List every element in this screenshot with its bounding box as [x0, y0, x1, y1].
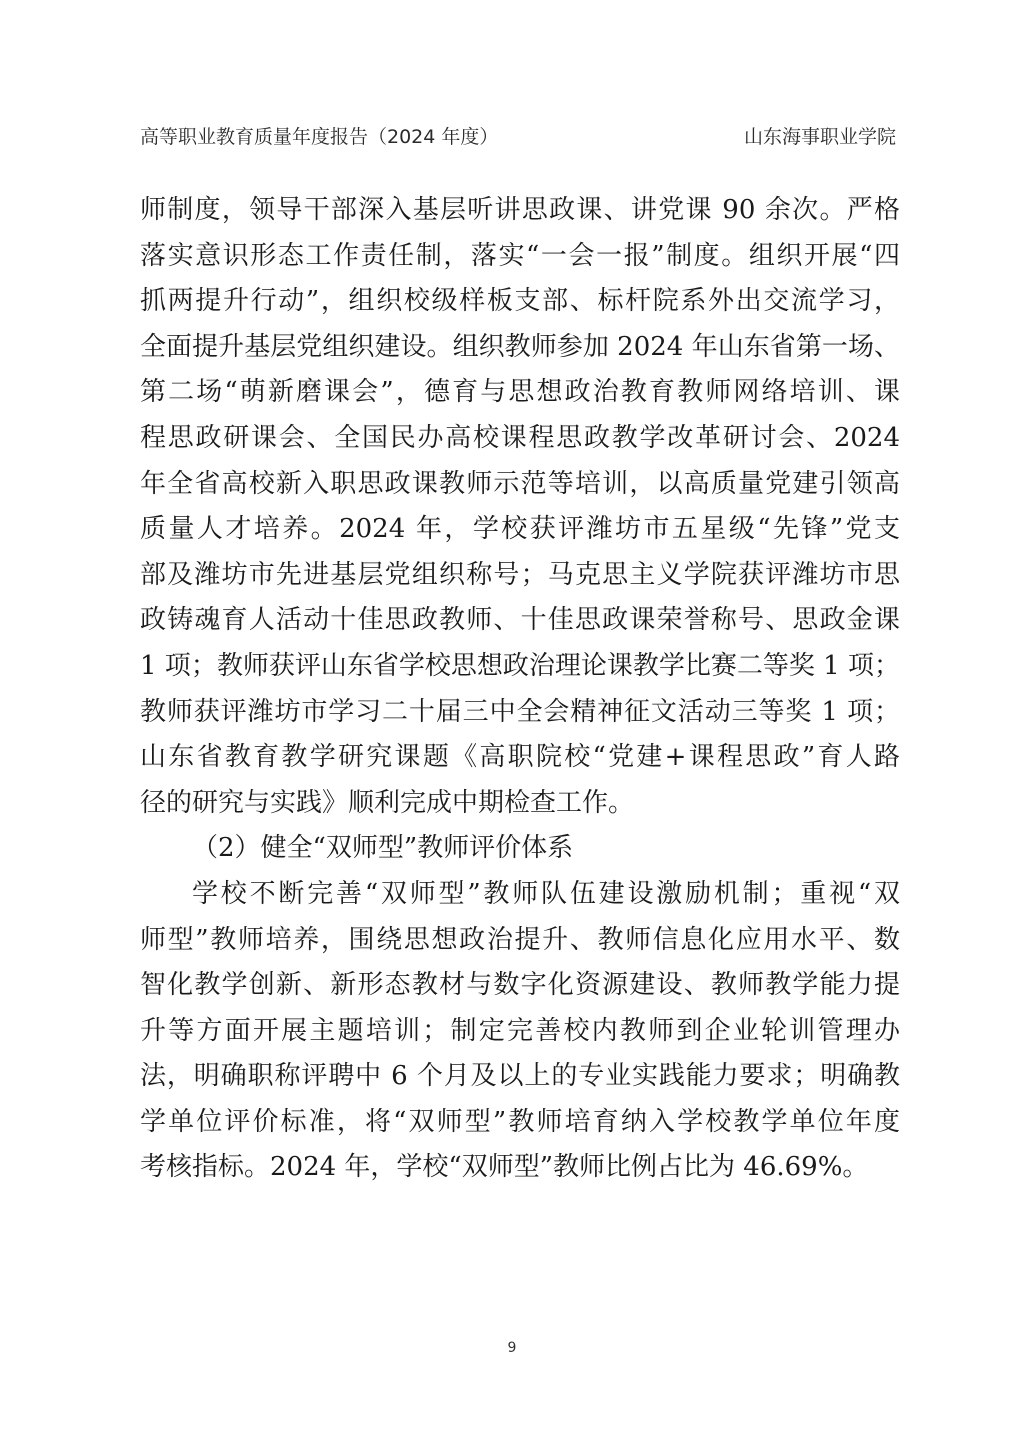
text-line: 学校不断完善“双师型”教师队伍建设激励机制；重视“双 [192, 878, 900, 909]
text-line: 师制度，领导干部深入基层听讲思政课、讲党课 90 余次。严格 [140, 195, 900, 225]
running-header [140, 122, 896, 152]
text-line: 第二场“萌新磨课会”，德育与思想政治教育教师网络培训、课 [140, 377, 900, 408]
paragraph-party-building [140, 188, 900, 826]
text-line: 径的研究与实践》顺利完成中期检查工作。 [140, 787, 635, 818]
header-report-title: 高等职业教育质量年度报告（2024 年度） [140, 126, 499, 148]
header-divider [140, 158, 896, 159]
text-line: 全面提升基层党组织建设。组织教师参加 2024 年山东省第一场、 [140, 331, 900, 362]
text-line: 政铸魂育人活动十佳思政教师、十佳思政课荣誉称号、思政金课 [140, 605, 900, 636]
text-line: 抓两提升行动”，组织校级样板支部、标杆院系外出交流学习， [140, 286, 900, 317]
text-line: 1 项；教师获评山东省学校思想政治理论课教学比赛二等奖 1 项； [140, 650, 900, 681]
text-line: 教师获评潍坊市学习二十届三中全会精神征文活动三等奖 1 项； [140, 696, 900, 727]
header-institution-name: 山东海事职业学院 [743, 126, 896, 148]
text-line: 智化教学创新、新形态教材与数字化资源建设、教师教学能力提 [140, 970, 900, 1001]
text-line: 法，明确职称评聘中 6 个月及以上的专业实践能力要求；明确教 [140, 1061, 900, 1092]
text-line: 升等方面开展主题培训；制定完善校内教师到企业轮训管理办 [140, 1015, 900, 1046]
text-line: 年全省高校新入职思政课教师示范等培训，以高质量党建引领高 [140, 468, 900, 499]
text-line: 部及潍坊市先进基层党组织称号；马克思主义学院获评潍坊市思 [140, 559, 900, 590]
section-heading: （2）健全“双师型”教师评价体系 [192, 833, 574, 864]
text-line: 考核指标。2024 年，学校“双师型”教师比例占比为 46.69%。 [140, 1152, 869, 1183]
text-line: 程思政研课会、全国民办高校课程思政教学改革研讨会、2024 [140, 422, 900, 453]
body-text [140, 188, 900, 1191]
text-line: 质量人才培养。2024 年，学校获评潍坊市五星级“先锋”党支 [140, 514, 900, 545]
paragraph-dual-qualified-teachers [140, 872, 900, 1191]
page-number: 9 [507, 1340, 517, 1356]
text-line: 山东省教育教学研究课题《高职院校“党建+课程思政”育人路 [140, 742, 900, 773]
text-line: 师型”教师培养，围绕思想政治提升、教师信息化应用水平、数 [140, 924, 900, 955]
text-line: 学单位评价标准，将“双师型”教师培育纳入学校教学单位年度 [140, 1106, 900, 1137]
text-line: 落实意识形态工作责任制，落实“一会一报”制度。组织开展“四 [140, 240, 900, 271]
